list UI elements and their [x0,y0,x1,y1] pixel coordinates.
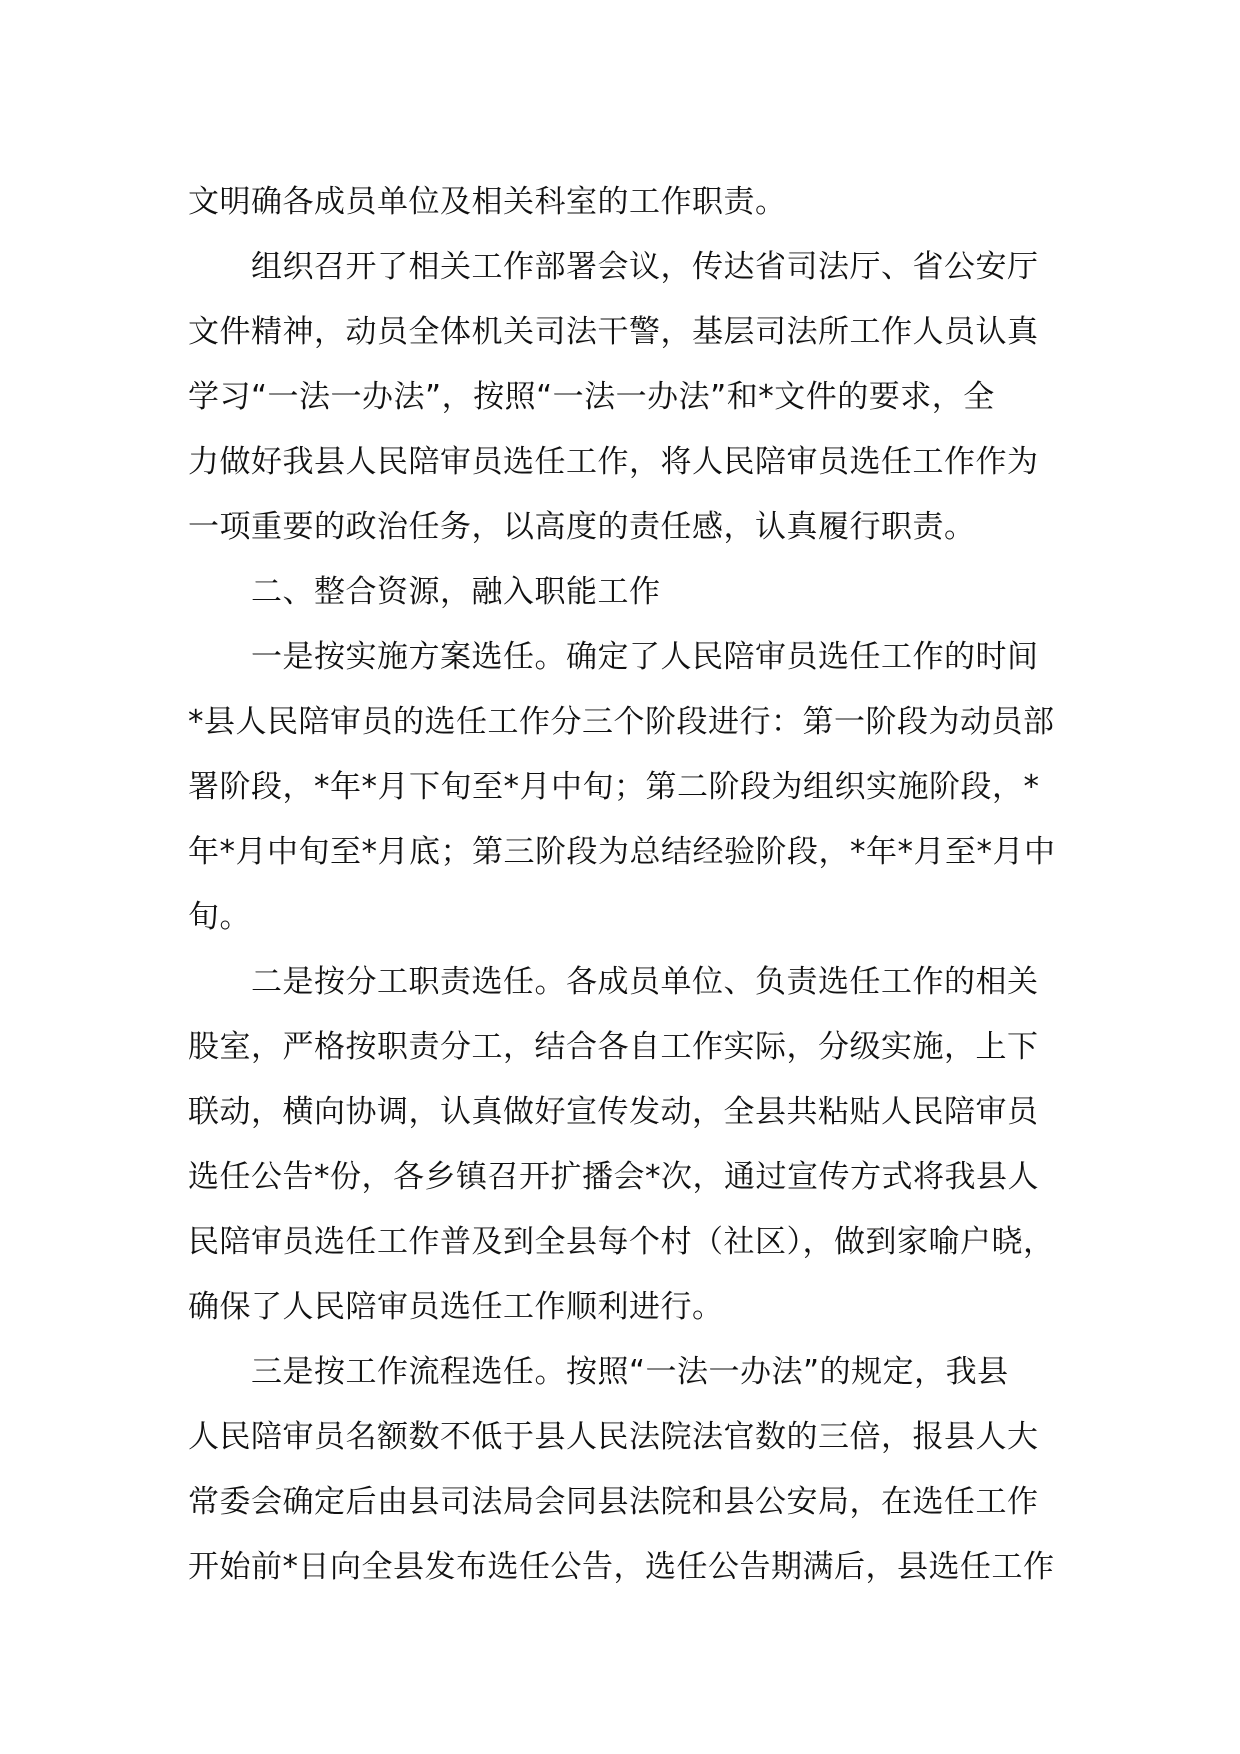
text-line-20: 人民陪审员名额数不低于县人民法院法官数的三倍，报县人大 [188,1419,1039,1455]
text-line-9: *县人民陪审员的选任工作分三个阶段进行：第一阶段为动员部 [188,704,1055,740]
text-line-6: 一项重要的政治任务，以高度的责任感，认真履行职责。 [188,509,976,545]
document-body [188,170,1068,1600]
text-line-15: 联动，横向协调，认真做好宣传发动，全县共粘贴人民陪审员 [188,1094,1039,1130]
paragraph-start-line: 组织召开了相关工作部署会议，传达省司法厅、省公安厅 [251,249,1039,285]
text-line-21: 常委会确定后由县司法局会同县法院和县公安局，在选任工作 [188,1484,1039,1520]
text-line-10: 署阶段，*年*月下旬至*月中旬；第二阶段为组织实施阶段，* [188,769,1040,805]
text-line-18: 确保了人民陪审员选任工作顺利进行。 [188,1289,724,1325]
paragraph-start-line: 一是按实施方案选任。确定了人民陪审员选任工作的时间 [251,639,1039,675]
text-line-16: 选任公告*份，各乡镇召开扩播会*次，通过宣传方式将我县人 [188,1159,1039,1195]
text-line-11: 年*月中旬至*月底；第三阶段为总结经验阶段，*年*月至*月中 [188,834,1056,870]
text-line-14: 股室，严格按职责分工，结合各自工作实际，分级实施，上下 [188,1029,1039,1065]
text-line-22: 开始前*日向全县发布选任公告，选任公告期满后，县选任工作 [188,1549,1055,1585]
paragraph-start-line: 二是按分工职责选任。各成员单位、负责选任工作的相关 [251,964,1039,1000]
text-line-3: 文件精神，动员全体机关司法干警，基层司法所工作人员认真 [188,314,1039,350]
text-line-17: 民陪审员选任工作普及到全县每个村（社区），做到家喻户晓， [188,1224,1055,1260]
text-line-5: 力做好我县人民陪审员选任工作，将人民陪审员选任工作作为 [188,444,1039,480]
text-line-4: 学习“一法一办法”，按照“一法一办法”和*文件的要求，全 [188,379,995,415]
section-heading: 二、整合资源，融入职能工作 [251,574,661,610]
text-line-12: 旬。 [188,899,251,935]
text-line-1: 文明确各成员单位及相关科室的工作职责。 [188,184,787,220]
paragraph-start-line: 三是按工作流程选任。按照“一法一办法”的规定，我县 [251,1354,1009,1390]
